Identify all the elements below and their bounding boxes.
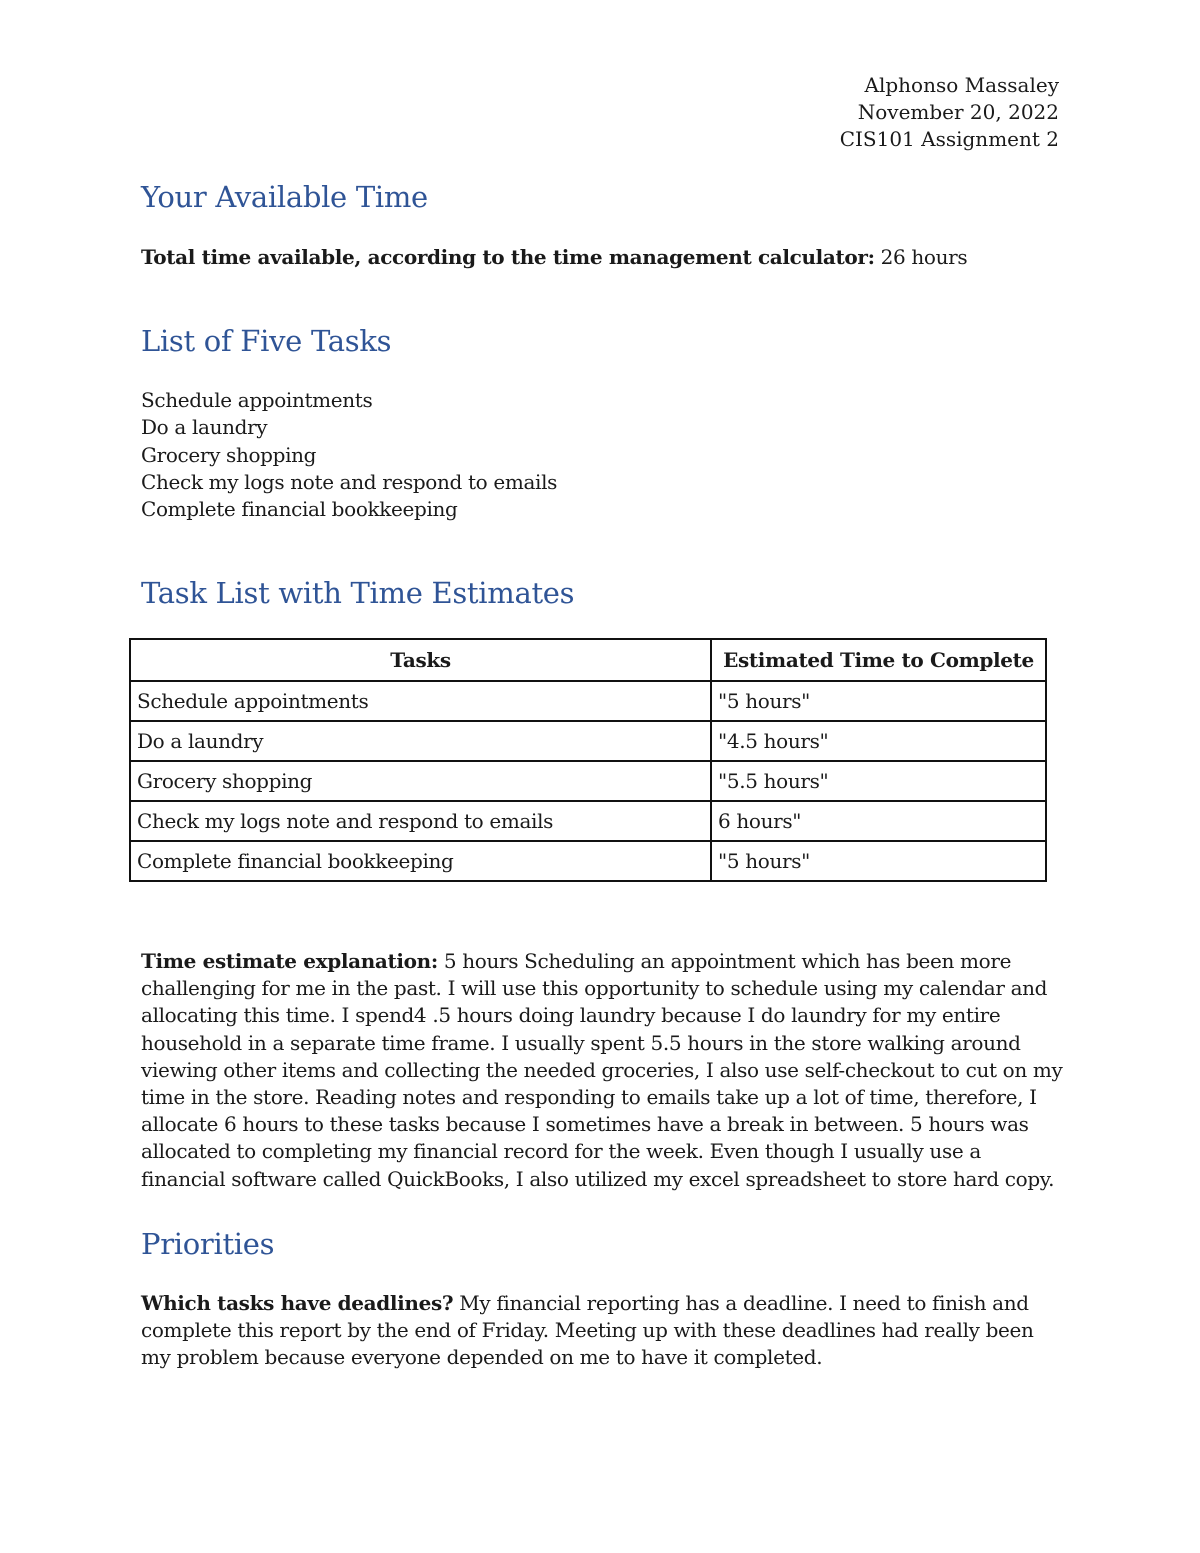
task-cell: Check my logs note and respond to emails — [130, 801, 711, 841]
time-cell: "5 hours" — [711, 681, 1046, 721]
heading-available-time: Your Available Time — [141, 180, 428, 214]
priorities-paragraph — [141, 1290, 1066, 1372]
task-cell: Schedule appointments — [130, 681, 711, 721]
five-task-list — [141, 387, 557, 523]
table-row — [130, 681, 1046, 721]
available-time-label: Total time available, according to the time management calculator: — [141, 245, 875, 269]
explanation-text: 5 hours Scheduling an appointment which has been more challenging for me in the past. I will use this opportunity to schedule using my calendar and allocating this time. I spend4 .5 hours doing laundry because I do laundry for my entire household in a separate time frame. I usually spent 5.5 hours in the store walking around viewing other items and collecting the needed groceries, I also use self-checkout to cut on my time in the store. Reading notes and responding to emails take up a lot of time, therefore, I allocate 6 hours to these tasks because I sometimes have a break in between. 5 hours was allocated to completing my financial record for the week. Even though I usually use a financial software called QuickBooks, I also utilized my excel spreadsheet to store hard copy. — [141, 949, 1063, 1191]
priorities-label: Which tasks have deadlines? — [141, 1291, 454, 1315]
document-date: November 20, 2022 — [857, 100, 1059, 124]
course-title: CIS101 Assignment 2 — [839, 127, 1059, 151]
time-cell: "5 hours" — [711, 841, 1046, 881]
list-item: Do a laundry — [141, 415, 268, 440]
time-cell: "5.5 hours" — [711, 761, 1046, 801]
time-cell: "4.5 hours" — [711, 721, 1046, 761]
list-item: Schedule appointments — [141, 388, 373, 412]
column-header-estimated-time: Estimated Time to Complete — [711, 639, 1046, 681]
heading-task-estimates: Task List with Time Estimates — [141, 576, 575, 610]
table-row — [130, 841, 1046, 881]
explanation-label: Time estimate explanation: — [141, 949, 438, 973]
task-cell: Grocery shopping — [130, 761, 711, 801]
time-cell: 6 hours" — [711, 801, 1046, 841]
table-row — [130, 801, 1046, 841]
list-item: Complete financial bookkeeping — [141, 497, 458, 522]
list-item: Check my logs note and respond to emails — [141, 469, 558, 494]
estimates-table — [129, 638, 1047, 882]
list-item: Grocery shopping — [141, 442, 317, 467]
table-header-row — [130, 639, 1046, 681]
task-cell: Do a laundry — [130, 721, 711, 761]
task-cell: Complete financial bookkeeping — [130, 841, 711, 881]
table-row — [130, 761, 1046, 801]
heading-priorities: Priorities — [141, 1227, 275, 1261]
explanation-paragraph — [141, 948, 1066, 1193]
column-header-tasks: Tasks — [130, 639, 711, 681]
priorities-text: My financial reporting has a deadline. I need to finish and complete this report by the end of Friday. Meeting up with these deadlines had really been my problem because everyone depended on me to have it completed. — [141, 1291, 1034, 1370]
available-time-paragraph — [141, 244, 1066, 271]
header-block — [840, 72, 1059, 153]
heading-five-tasks: List of Five Tasks — [141, 324, 392, 358]
available-time-value: 26 hours — [874, 245, 968, 269]
table-row — [130, 721, 1046, 761]
author-name: Alphonso Massaley — [864, 73, 1059, 97]
